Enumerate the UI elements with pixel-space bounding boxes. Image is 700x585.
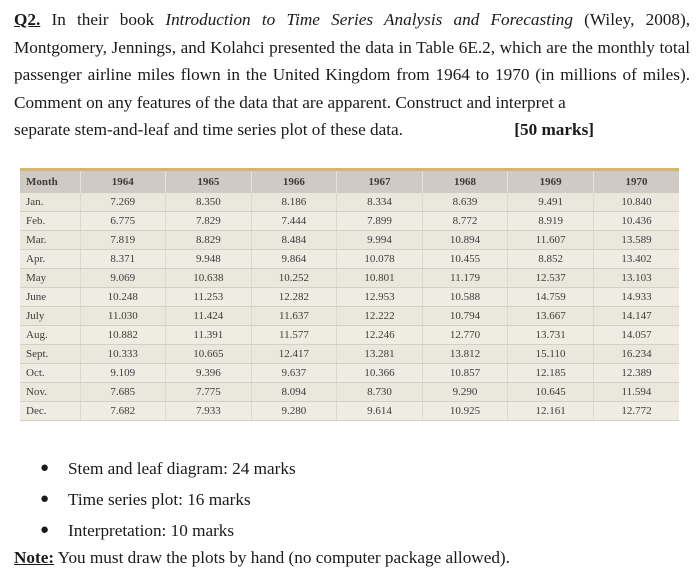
value-cell: 7.829: [166, 212, 252, 231]
value-cell: 9.069: [80, 269, 166, 288]
value-cell: 10.665: [166, 345, 252, 364]
value-cell: 9.637: [251, 364, 337, 383]
value-cell: 11.594: [593, 383, 679, 402]
header-cell: 1967: [337, 171, 423, 193]
value-cell: 7.899: [337, 212, 423, 231]
value-cell: 11.391: [166, 326, 252, 345]
value-cell: 11.424: [166, 307, 252, 326]
header-cell: 1964: [80, 171, 166, 193]
value-cell: 7.933: [166, 402, 252, 421]
table-row: [20, 288, 679, 307]
table-body: [20, 193, 679, 421]
header-cell: Month: [20, 171, 80, 193]
data-table-image: [20, 168, 679, 417]
value-cell: 9.396: [166, 364, 252, 383]
value-cell: 9.948: [166, 250, 252, 269]
note-text: You must draw the plots by hand (no computer package allowed).: [54, 548, 510, 567]
value-cell: 9.290: [422, 383, 508, 402]
value-cell: 11.030: [80, 307, 166, 326]
value-cell: 7.269: [80, 193, 166, 212]
value-cell: 10.078: [337, 250, 423, 269]
question-last-line: [14, 116, 690, 144]
value-cell: 10.801: [337, 269, 423, 288]
list-item: [40, 453, 296, 484]
value-cell: 8.350: [166, 193, 252, 212]
value-cell: 7.682: [80, 402, 166, 421]
list-item-text: Stem and leaf diagram: 24 marks: [68, 459, 296, 478]
value-cell: 13.731: [508, 326, 594, 345]
month-cell: Aug.: [20, 326, 80, 345]
value-cell: 9.614: [337, 402, 423, 421]
month-cell: May: [20, 269, 80, 288]
value-cell: 11.179: [422, 269, 508, 288]
month-cell: Oct.: [20, 364, 80, 383]
value-cell: 7.685: [80, 383, 166, 402]
bullet-icon: ●: [40, 491, 50, 507]
note: [14, 548, 510, 568]
value-cell: 8.730: [337, 383, 423, 402]
marks-breakdown-list: [40, 453, 296, 546]
value-cell: 12.537: [508, 269, 594, 288]
value-cell: 8.852: [508, 250, 594, 269]
month-cell: June: [20, 288, 80, 307]
header-cell: 1970: [593, 171, 679, 193]
value-cell: 8.829: [166, 231, 252, 250]
value-cell: 12.772: [593, 402, 679, 421]
value-cell: 9.994: [337, 231, 423, 250]
value-cell: 13.812: [422, 345, 508, 364]
value-cell: 16.234: [593, 345, 679, 364]
table-row: [20, 383, 679, 402]
value-cell: 13.402: [593, 250, 679, 269]
bullet-icon: ●: [40, 460, 50, 476]
month-cell: Apr.: [20, 250, 80, 269]
table-row: [20, 326, 679, 345]
value-cell: 14.759: [508, 288, 594, 307]
value-cell: 8.919: [508, 212, 594, 231]
value-cell: 10.638: [166, 269, 252, 288]
table-row: [20, 345, 679, 364]
value-cell: 12.222: [337, 307, 423, 326]
value-cell: 10.333: [80, 345, 166, 364]
question-seg2: (Wiley, 2008), Montgomery, Jennings, and Kolahci presented the data in Table 6E.2, which are the monthly total passenger airline miles flown in the United Kingdom from 1964 to 1970 (in millions of miles). Comment on any features of the data that are apparent. Construct and interpret a: [14, 10, 690, 112]
value-cell: 12.282: [251, 288, 337, 307]
value-cell: 10.894: [422, 231, 508, 250]
value-cell: 9.109: [80, 364, 166, 383]
value-cell: 12.161: [508, 402, 594, 421]
table-row: [20, 402, 679, 421]
value-cell: 13.589: [593, 231, 679, 250]
value-cell: 13.103: [593, 269, 679, 288]
value-cell: 12.246: [337, 326, 423, 345]
question-label: Q2.: [14, 10, 41, 29]
table-row: [20, 193, 679, 212]
value-cell: 10.882: [80, 326, 166, 345]
value-cell: 7.775: [166, 383, 252, 402]
value-cell: 15.110: [508, 345, 594, 364]
table-row: [20, 212, 679, 231]
value-cell: 10.252: [251, 269, 337, 288]
value-cell: 12.185: [508, 364, 594, 383]
value-cell: 12.953: [337, 288, 423, 307]
value-cell: 8.371: [80, 250, 166, 269]
value-cell: 12.417: [251, 345, 337, 364]
value-cell: 11.577: [251, 326, 337, 345]
value-cell: 13.281: [337, 345, 423, 364]
question-text: [14, 6, 690, 144]
value-cell: 12.389: [593, 364, 679, 383]
value-cell: 14.057: [593, 326, 679, 345]
value-cell: 10.645: [508, 383, 594, 402]
airline-miles-table: [20, 171, 679, 421]
table-row: [20, 269, 679, 288]
note-label: Note:: [14, 548, 55, 567]
list-item: [40, 484, 296, 515]
header-cell: 1969: [508, 171, 594, 193]
list-item-text: Interpretation: 10 marks: [68, 521, 235, 540]
value-cell: 14.933: [593, 288, 679, 307]
value-cell: 10.857: [422, 364, 508, 383]
month-cell: Dec.: [20, 402, 80, 421]
value-cell: 9.280: [251, 402, 337, 421]
table-header-row: [20, 171, 679, 193]
value-cell: 8.186: [251, 193, 337, 212]
value-cell: 8.484: [251, 231, 337, 250]
value-cell: 8.772: [422, 212, 508, 231]
value-cell: 10.794: [422, 307, 508, 326]
value-cell: 7.444: [251, 212, 337, 231]
bullet-icon: ●: [40, 522, 50, 538]
list-item: [40, 515, 296, 546]
table-row: [20, 231, 679, 250]
value-cell: 6.775: [80, 212, 166, 231]
month-cell: Sept.: [20, 345, 80, 364]
value-cell: 9.491: [508, 193, 594, 212]
value-cell: 8.334: [337, 193, 423, 212]
table-row: [20, 307, 679, 326]
value-cell: 8.639: [422, 193, 508, 212]
value-cell: 12.770: [422, 326, 508, 345]
header-cell: 1965: [166, 171, 252, 193]
value-cell: 9.864: [251, 250, 337, 269]
value-cell: 11.637: [251, 307, 337, 326]
value-cell: 10.840: [593, 193, 679, 212]
value-cell: 10.588: [422, 288, 508, 307]
month-cell: Jan.: [20, 193, 80, 212]
value-cell: 11.607: [508, 231, 594, 250]
value-cell: 8.094: [251, 383, 337, 402]
header-cell: 1966: [251, 171, 337, 193]
value-cell: 10.366: [337, 364, 423, 383]
list-item-text: Time series plot: 16 marks: [68, 490, 251, 509]
book-title: Introduction to Time Series Analysis and Forecasting: [165, 10, 573, 29]
table-row: [20, 364, 679, 383]
value-cell: 13.667: [508, 307, 594, 326]
value-cell: 14.147: [593, 307, 679, 326]
value-cell: 10.455: [422, 250, 508, 269]
table-row: [20, 250, 679, 269]
question-seg1: In their book: [40, 10, 166, 29]
month-cell: July: [20, 307, 80, 326]
value-cell: 11.253: [166, 288, 252, 307]
header-cell: 1968: [422, 171, 508, 193]
month-cell: Mar.: [20, 231, 80, 250]
value-cell: 10.925: [422, 402, 508, 421]
total-marks: [50 marks]: [514, 120, 594, 140]
question-seg3: separate stem-and-leaf and time series plot of these data.: [14, 120, 403, 140]
month-cell: Feb.: [20, 212, 80, 231]
value-cell: 10.436: [593, 212, 679, 231]
value-cell: 7.819: [80, 231, 166, 250]
value-cell: 10.248: [80, 288, 166, 307]
month-cell: Nov.: [20, 383, 80, 402]
